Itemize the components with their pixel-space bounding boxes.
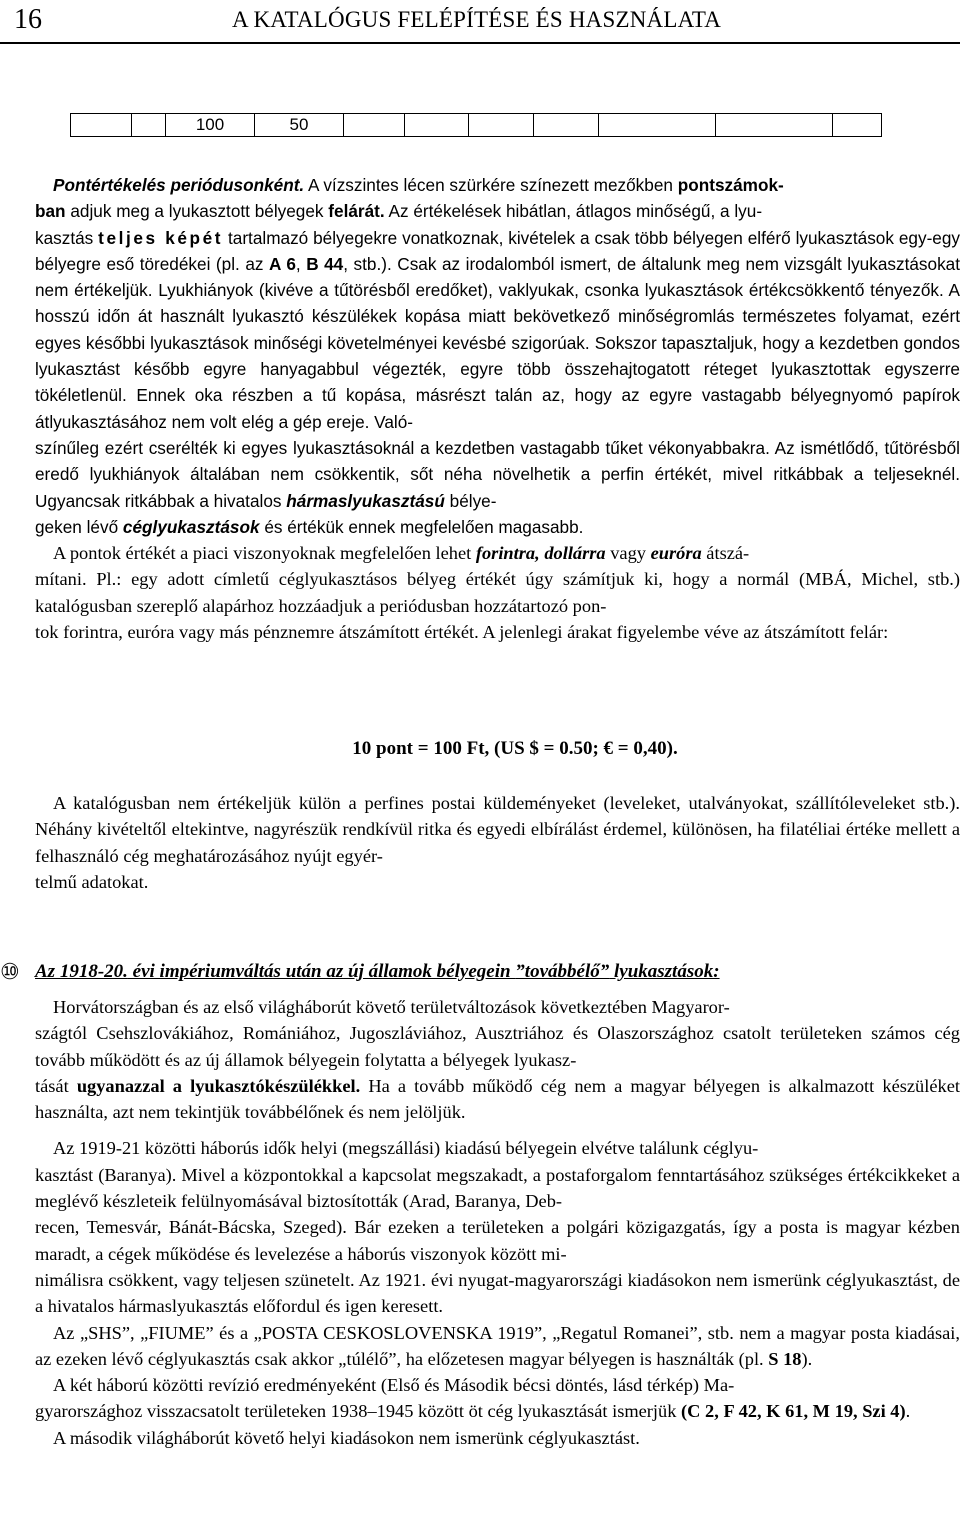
paragraph: Pontértékelés periódusonként. A vízszintes lécen szürkére színezett mezőkben pontszámok- ban adjuk meg a lyukasztott bélyegek felárát. Az értékelések hibátlan, átlagos minőségű, a lyu- kasztás teljes képét tartalmazó bélyegekre vonatkoznak, kivételek a csak több bélyegen elférő lyukasztások egy-egy bélyegre eső töredékei (pl. az A 6, B 44, stb.). Csak az irodalomból ismert, de általunk meg nem vizsgált lyukasztásokat nem értékeljük. Lyukhiányok (kivéve a tűtörésből eredőket), vaklyukak, csonka lyukasztások értékcsökkentő tényezők. A hosszú időn át használt lyukasztó készülékek kopása miatt bekövetkező minőségromlás természetes folyamat, ezért egyes későbbi lyukasztások minőségi követelményei kevésbé szigorúak. Sokszor tapasztaljuk, hogy a kezdetben gondos lyukasztást később egyre hanyagabbul végezték, egyre több összehajtogatott réteget lyukasztottak egyszerre tökéletlenül. Ennek oka részben a tű kopása, másrészt talán az, hogy az egyre vastagabb bélyegnyomó papírok átlyukasztásához nem volt elég a gép ereje. Való- színűleg ezért cserélték ki egyes lyukasztásoknál a kezdetben vastagabb tűket vékonyabbakra. Az ismétlődő, tűtörésből eredő lyukhiányok általában nem csökkentik, sőt néha növelhetik a perfin értékét, mivel ritkábbak a teljeseknél. Ugyancsak ritkábbak a hivatalos hármaslyukasztású bélye- geken lévő céglyukasztások és értékük ennek megfelelően magasabb. (35, 175, 960, 537)
points-cell (344, 114, 405, 137)
paragraph: A két háború közötti revízió eredményeként (Első és Második bécsi döntés, lásd térkép) Ma- gyarországhoz visszacsatolt területeken 1938–1945 között öt cég lyukasztását ismerjük (C 2, F 42, K 61, M 19, Szi 4). (35, 1375, 911, 1422)
paragraph: A pontok értékét a piaci viszonyoknak megfelelően lehet forintra, dollárra vagy euróra átszá- mítani. Pl.: egy adott címletű céglyukasztásos bélyeg értékét úgy számítjuk ki, hogy a normál (MBÁ, Michel, stb.) katalógusban szereplő alapárhoz hozzáadjuk a periódusban hozzátartozó pon- tok forintra, euróra vagy más pénznemre átszámított értékét. A jelenlegi árakat figyelembe véve az átszámított felár: (35, 543, 960, 643)
points-cell: 50 (255, 114, 344, 137)
paragraph: A második világháborút követő helyi kiadásokon nem ismerünk céglyukasztást. (53, 1427, 640, 1448)
page-number: 16 (14, 4, 42, 35)
section-body (35, 994, 960, 1451)
points-cell (71, 114, 132, 137)
points-cell (469, 114, 534, 137)
section-heading (0, 958, 960, 986)
points-cell (534, 114, 599, 137)
page-header (0, 0, 960, 44)
paragraph: Horvátországban és az első világháborút követő területváltozások következtében Magyaror- szágtól Csehszlovákiához, Romániához, Jugoszláviához, Ausztriához és Olaszországhoz csatolt területeken számos cég tovább működött és az új államok bélyegein folytatta a bélyegek lyukasz- tását ugyanazzal a lyukasztókészülékkel. Ha a tovább működő cég nem a magyar bélyegen is alkalmazott készüléket használta, azt nem tekintjük továbbélőnek és nem jelöljük. (35, 997, 960, 1123)
points-bar (70, 113, 882, 137)
points-cell (405, 114, 469, 137)
perfin-covers-paragraph (35, 790, 960, 895)
points-cell: 100 (166, 114, 255, 137)
header-rule (0, 42, 960, 44)
conversion-equation: 10 pont = 100 Ft, (US $ = 0.50; € = 0,40). (352, 738, 678, 759)
running-title: A KATALÓGUS FELÉPÍTÉSE ÉS HASZNÁLATA (232, 7, 722, 32)
points-explanation (35, 172, 960, 645)
points-cell (132, 114, 166, 137)
section-title: Az 1918-20. évi impériumváltás után az új államok bélyegein ”továbbélő” lyukasztások: (35, 961, 720, 982)
paragraph: Az „SHS”, „FIUME” és a „POSTA CESKOSLOVENSKA 1919”, „Regatul Romanei”, stb. nem a magyar posta kiadásai, az ezeken lévő céglyukasztás csak akkor „túlélő”, ha előzetesen magyar bélyegen is használták (pl. S 18). (35, 1322, 960, 1369)
points-cell (833, 114, 882, 137)
paragraph: A katalógusban nem értékeljük külön a perfines postai küldeményeket (leveleket, utalványokat, szállítóleveleket stb.). Néhány kivételtől eltekintve, nagyrészük rendkívül ritka és egyedi elbírálást érdemel, különösen, ha filatéliai értéke mellett a felhasználó cég meghatározásához nyújt egyér- telmű adatokat. (35, 793, 960, 892)
points-cell (599, 114, 716, 137)
paragraph: Az 1919-21 közötti háborús idők helyi (megszállási) kiadású bélyegein elvétve találunk céglyu- kasztást (Baranya). Mivel a központokkal a kapcsolat megszakadt, a postaforgalom fenntartásához szükséges értékcikkeket a meglévő készleteik felülnyomásával biztosították (Arad, Baranya, Deb- recen, Temesvár, Bánát-Bácska, Szeged). Bár ezeken a területeken a polgári közigazgatás, így a posta is magyar kézben maradt, a cégek működése és levelezése a háborús viszonyok között mi- nimálisra csökkent, vagy teljesen szünetelt. Az 1921. évi nyugat-magyarországi kiadásokon nem ismerünk céglyukasztást, de a hivatalos hármaslyukasztás előfordul és igen keresett. (35, 1138, 960, 1317)
points-cell (716, 114, 833, 137)
section-number-icon: ⑩ (0, 959, 20, 984)
